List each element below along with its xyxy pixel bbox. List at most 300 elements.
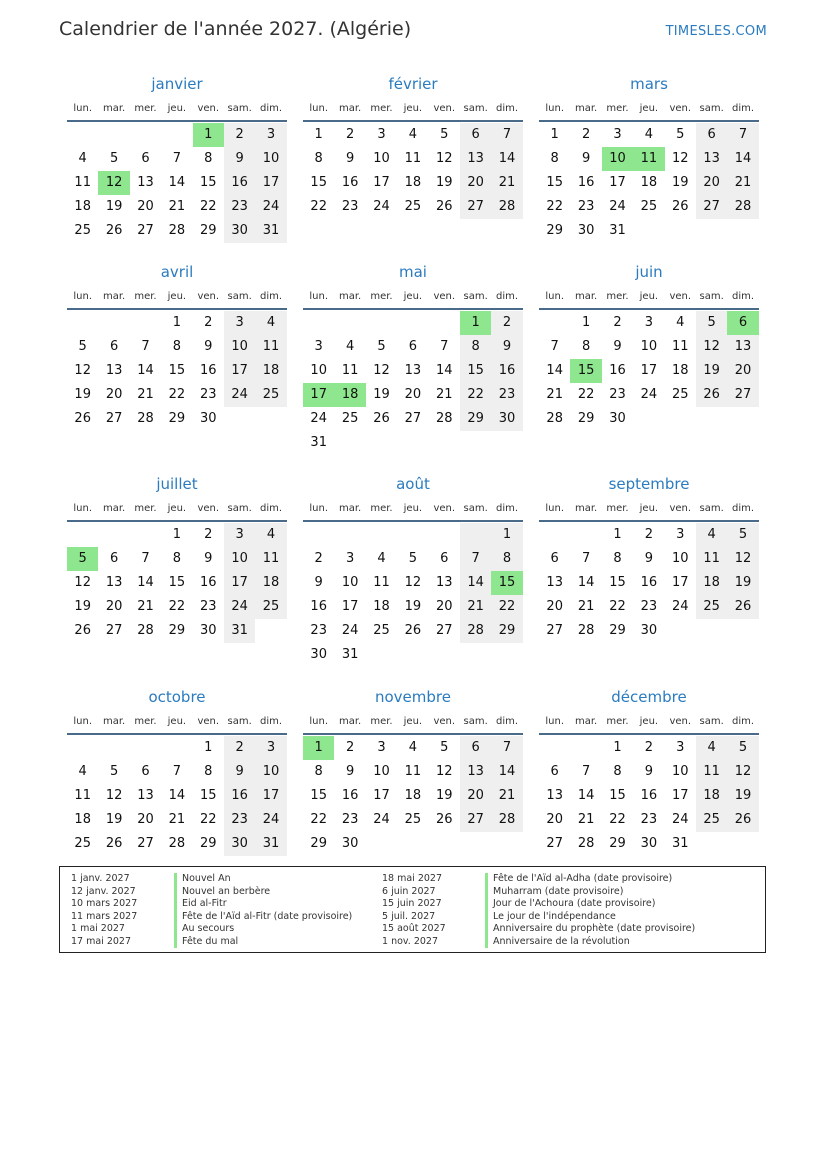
day-cell[interactable]: 5 <box>676 127 685 142</box>
day-cell[interactable]: 28 <box>577 836 595 851</box>
day-cell[interactable]: 20 <box>435 599 453 614</box>
day-cell[interactable]: 26 <box>671 199 689 214</box>
day-cell[interactable]: 8 <box>314 151 323 166</box>
day-cell[interactable]: 22 <box>310 812 327 827</box>
day-cell[interactable]: 15 <box>609 575 626 590</box>
day-cell[interactable]: 19 <box>373 387 390 402</box>
day-cell[interactable]: 26 <box>404 623 422 638</box>
day-cell[interactable]: 10 <box>602 147 633 171</box>
day-cell[interactable]: 10 <box>640 339 658 354</box>
day-cell[interactable]: 11 <box>255 335 286 359</box>
day-cell[interactable]: 17 <box>341 599 359 614</box>
day-cell[interactable]: 25 <box>255 595 286 619</box>
day-cell[interactable]: 24 <box>640 387 658 402</box>
day-cell[interactable]: 13 <box>435 575 453 590</box>
day-cell[interactable]: 29 <box>546 223 563 238</box>
day-cell[interactable]: 23 <box>224 195 255 219</box>
day-cell[interactable]: 23 <box>640 812 658 827</box>
day-cell[interactable]: 18 <box>255 571 286 595</box>
day-cell[interactable]: 31 <box>255 832 286 856</box>
day-cell[interactable]: 8 <box>204 151 213 166</box>
day-cell[interactable]: 7 <box>581 551 591 566</box>
day-cell[interactable]: 21 <box>460 595 491 619</box>
day-cell[interactable]: 2 <box>224 123 255 147</box>
day-cell[interactable]: 27 <box>137 223 154 238</box>
day-cell[interactable]: 5 <box>440 740 449 755</box>
day-cell[interactable]: 15 <box>168 575 186 590</box>
day-cell[interactable]: 17 <box>671 575 689 590</box>
day-cell[interactable]: 21 <box>727 171 758 195</box>
day-cell[interactable]: 3 <box>255 736 286 760</box>
day-cell[interactable]: 7 <box>581 764 591 779</box>
day-cell[interactable]: 18 <box>373 599 390 614</box>
day-cell[interactable]: 8 <box>204 764 213 779</box>
day-cell[interactable]: 19 <box>105 812 123 827</box>
day-cell[interactable]: 6 <box>460 123 491 147</box>
day-cell[interactable]: 18 <box>255 359 286 383</box>
day-cell[interactable]: 15 <box>310 175 327 190</box>
day-cell[interactable]: 27 <box>727 383 758 407</box>
day-cell[interactable]: 11 <box>404 151 422 166</box>
day-cell[interactable]: 21 <box>435 387 453 402</box>
day-cell[interactable]: 7 <box>440 339 449 354</box>
day-cell[interactable]: 30 <box>640 836 658 851</box>
day-cell[interactable]: 3 <box>377 740 386 755</box>
day-cell[interactable]: 23 <box>577 199 595 214</box>
day-cell[interactable]: 4 <box>255 523 286 547</box>
day-cell[interactable]: 14 <box>577 575 595 590</box>
day-cell[interactable]: 25 <box>696 808 727 832</box>
day-cell[interactable]: 6 <box>550 551 559 566</box>
day-cell[interactable]: 28 <box>168 223 186 238</box>
day-cell[interactable]: 15 <box>199 788 217 803</box>
day-cell[interactable]: 22 <box>168 387 186 402</box>
day-cell[interactable]: 3 <box>676 740 685 755</box>
day-cell[interactable]: 15 <box>199 175 217 190</box>
day-cell[interactable]: 20 <box>137 199 154 214</box>
day-cell[interactable]: 21 <box>491 171 522 195</box>
day-cell[interactable]: 28 <box>168 836 186 851</box>
day-cell[interactable]: 11 <box>74 175 91 190</box>
day-cell[interactable]: 10 <box>671 551 689 566</box>
day-cell[interactable]: 18 <box>404 175 422 190</box>
day-cell[interactable]: 23 <box>341 199 359 214</box>
day-cell[interactable]: 20 <box>727 359 758 383</box>
day-cell[interactable]: 27 <box>460 808 491 832</box>
day-cell[interactable]: 18 <box>74 812 91 827</box>
day-cell[interactable]: 4 <box>408 127 417 142</box>
day-cell[interactable]: 27 <box>105 411 123 426</box>
day-cell[interactable]: 26 <box>727 808 758 832</box>
day-cell[interactable]: 5 <box>696 311 727 335</box>
day-cell[interactable]: 19 <box>435 788 453 803</box>
day-cell[interactable]: 24 <box>224 595 255 619</box>
day-cell[interactable]: 13 <box>105 575 123 590</box>
day-cell[interactable]: 11 <box>255 547 286 571</box>
day-cell[interactable]: 28 <box>435 411 453 426</box>
day-cell[interactable]: 16 <box>341 788 359 803</box>
day-cell[interactable]: 5 <box>727 736 758 760</box>
day-cell[interactable]: 25 <box>404 199 422 214</box>
day-cell[interactable]: 29 <box>310 836 327 851</box>
day-cell[interactable]: 14 <box>727 147 758 171</box>
day-cell[interactable]: 22 <box>577 387 595 402</box>
day-cell[interactable]: 26 <box>74 411 91 426</box>
day-cell[interactable]: 6 <box>550 764 559 779</box>
day-cell[interactable]: 4 <box>676 315 685 330</box>
day-cell[interactable]: 18 <box>671 363 689 378</box>
day-cell[interactable]: 6 <box>109 339 119 354</box>
day-cell[interactable]: 12 <box>435 764 453 779</box>
day-cell[interactable]: 4 <box>696 736 727 760</box>
day-cell[interactable]: 9 <box>345 764 355 779</box>
day-cell[interactable]: 6 <box>460 736 491 760</box>
day-cell[interactable]: 12 <box>373 363 390 378</box>
day-cell[interactable]: 12 <box>671 151 689 166</box>
day-cell[interactable]: 23 <box>224 808 255 832</box>
day-cell[interactable]: 21 <box>137 387 154 402</box>
day-cell[interactable]: 20 <box>105 387 123 402</box>
day-cell[interactable]: 8 <box>491 547 522 571</box>
day-cell[interactable]: 28 <box>727 195 758 219</box>
day-cell[interactable]: 3 <box>644 315 653 330</box>
day-cell[interactable]: 29 <box>168 411 186 426</box>
day-cell[interactable]: 5 <box>109 764 119 779</box>
day-cell[interactable]: 3 <box>224 311 255 335</box>
day-cell[interactable]: 1 <box>550 127 559 142</box>
day-cell[interactable]: 30 <box>341 836 359 851</box>
day-cell[interactable]: 5 <box>67 547 98 571</box>
day-cell[interactable]: 2 <box>581 127 591 142</box>
day-cell[interactable]: 29 <box>609 623 626 638</box>
day-cell[interactable]: 14 <box>137 363 154 378</box>
day-cell[interactable]: 27 <box>546 623 563 638</box>
day-cell[interactable]: 21 <box>137 599 154 614</box>
day-cell[interactable]: 16 <box>224 784 255 808</box>
day-cell[interactable]: 10 <box>373 764 390 779</box>
day-cell[interactable]: 5 <box>377 339 386 354</box>
day-cell[interactable]: 25 <box>640 199 658 214</box>
day-cell[interactable]: 9 <box>644 764 653 779</box>
day-cell[interactable]: 11 <box>373 575 390 590</box>
day-cell[interactable]: 2 <box>314 551 323 566</box>
day-cell[interactable]: 15 <box>546 175 563 190</box>
day-cell[interactable]: 23 <box>199 599 217 614</box>
day-cell[interactable]: 7 <box>141 339 150 354</box>
day-cell[interactable]: 22 <box>460 383 491 407</box>
day-cell[interactable]: 9 <box>581 151 591 166</box>
day-cell[interactable]: 25 <box>373 623 390 638</box>
day-cell[interactable]: 17 <box>373 788 390 803</box>
day-cell[interactable]: 20 <box>696 171 727 195</box>
day-cell[interactable]: 27 <box>460 195 491 219</box>
day-cell[interactable]: 7 <box>727 123 758 147</box>
day-cell[interactable]: 16 <box>224 171 255 195</box>
day-cell[interactable]: 4 <box>408 740 417 755</box>
day-cell[interactable]: 2 <box>204 315 213 330</box>
day-cell[interactable]: 10 <box>224 335 255 359</box>
day-cell[interactable]: 1 <box>491 523 522 547</box>
day-cell[interactable]: 30 <box>310 647 327 662</box>
day-cell[interactable]: 12 <box>696 335 727 359</box>
day-cell[interactable]: 3 <box>224 523 255 547</box>
day-cell[interactable]: 5 <box>408 551 417 566</box>
day-cell[interactable]: 11 <box>74 788 91 803</box>
day-cell[interactable]: 2 <box>224 736 255 760</box>
day-cell[interactable]: 17 <box>224 359 255 383</box>
day-cell[interactable]: 2 <box>644 527 653 542</box>
day-cell[interactable]: 24 <box>609 199 626 214</box>
day-cell[interactable]: 10 <box>255 147 286 171</box>
day-cell[interactable]: 9 <box>314 575 323 590</box>
day-cell[interactable]: 20 <box>460 171 491 195</box>
day-cell[interactable]: 31 <box>224 619 255 643</box>
day-cell[interactable]: 8 <box>172 551 181 566</box>
day-cell[interactable]: 13 <box>696 147 727 171</box>
day-cell[interactable]: 31 <box>255 219 286 243</box>
day-cell[interactable]: 1 <box>172 315 181 330</box>
day-cell[interactable]: 9 <box>345 151 355 166</box>
day-cell[interactable]: 22 <box>546 199 563 214</box>
day-cell[interactable]: 8 <box>172 339 181 354</box>
day-cell[interactable]: 17 <box>255 784 286 808</box>
day-cell[interactable]: 30 <box>199 623 217 638</box>
day-cell[interactable]: 15 <box>609 788 626 803</box>
day-cell[interactable]: 4 <box>78 764 87 779</box>
day-cell[interactable]: 19 <box>671 175 689 190</box>
day-cell[interactable]: 23 <box>341 812 359 827</box>
day-cell[interactable]: 14 <box>577 788 595 803</box>
day-cell[interactable]: 3 <box>255 123 286 147</box>
day-cell[interactable]: 15 <box>460 359 491 383</box>
day-cell[interactable]: 23 <box>199 387 217 402</box>
day-cell[interactable]: 13 <box>460 147 491 171</box>
day-cell[interactable]: 23 <box>491 383 522 407</box>
day-cell[interactable]: 13 <box>460 760 491 784</box>
day-cell[interactable]: 17 <box>224 571 255 595</box>
day-cell[interactable]: 11 <box>696 547 727 571</box>
day-cell[interactable]: 24 <box>671 812 689 827</box>
day-cell[interactable]: 28 <box>137 411 154 426</box>
day-cell[interactable]: 29 <box>199 223 217 238</box>
day-cell[interactable]: 24 <box>373 812 390 827</box>
day-cell[interactable]: 19 <box>727 784 758 808</box>
day-cell[interactable]: 10 <box>373 151 390 166</box>
day-cell[interactable]: 1 <box>314 127 323 142</box>
day-cell[interactable]: 12 <box>74 575 91 590</box>
day-cell[interactable]: 20 <box>546 599 563 614</box>
day-cell[interactable]: 5 <box>78 339 87 354</box>
day-cell[interactable]: 9 <box>491 335 522 359</box>
day-cell[interactable]: 29 <box>168 623 186 638</box>
day-cell[interactable]: 2 <box>491 311 522 335</box>
day-cell[interactable]: 19 <box>727 571 758 595</box>
day-cell[interactable]: 25 <box>255 383 286 407</box>
day-cell[interactable]: 25 <box>696 595 727 619</box>
day-cell[interactable]: 2 <box>644 740 653 755</box>
day-cell[interactable]: 12 <box>98 171 129 195</box>
day-cell[interactable]: 16 <box>341 175 359 190</box>
day-cell[interactable]: 22 <box>199 199 217 214</box>
day-cell[interactable]: 8 <box>314 764 323 779</box>
day-cell[interactable]: 31 <box>341 647 359 662</box>
day-cell[interactable]: 18 <box>696 571 727 595</box>
day-cell[interactable]: 6 <box>109 551 119 566</box>
day-cell[interactable]: 23 <box>609 387 626 402</box>
day-cell[interactable]: 10 <box>341 575 359 590</box>
day-cell[interactable]: 28 <box>460 619 491 643</box>
day-cell[interactable]: 18 <box>640 175 658 190</box>
day-cell[interactable]: 12 <box>435 151 453 166</box>
day-cell[interactable]: 1 <box>303 736 334 760</box>
day-cell[interactable]: 21 <box>577 599 595 614</box>
day-cell[interactable]: 6 <box>696 123 727 147</box>
day-cell[interactable]: 2 <box>345 740 355 755</box>
day-cell[interactable]: 31 <box>671 836 689 851</box>
day-cell[interactable]: 2 <box>204 527 213 542</box>
day-cell[interactable]: 20 <box>546 812 563 827</box>
day-cell[interactable]: 27 <box>105 623 123 638</box>
day-cell[interactable]: 13 <box>727 335 758 359</box>
day-cell[interactable]: 4 <box>644 127 653 142</box>
day-cell[interactable]: 9 <box>613 339 622 354</box>
day-cell[interactable]: 26 <box>435 812 453 827</box>
day-cell[interactable]: 24 <box>341 623 359 638</box>
day-cell[interactable]: 1 <box>613 527 622 542</box>
day-cell[interactable]: 5 <box>440 127 449 142</box>
day-cell[interactable]: 17 <box>609 175 626 190</box>
day-cell[interactable]: 15 <box>168 363 186 378</box>
day-cell[interactable]: 22 <box>609 812 626 827</box>
day-cell[interactable]: 10 <box>310 363 327 378</box>
day-cell[interactable]: 30 <box>491 407 522 431</box>
day-cell[interactable]: 17 <box>373 175 390 190</box>
day-cell[interactable]: 4 <box>345 339 355 354</box>
day-cell[interactable]: 13 <box>404 363 422 378</box>
day-cell[interactable]: 27 <box>435 623 453 638</box>
day-cell[interactable]: 26 <box>727 595 758 619</box>
day-cell[interactable]: 28 <box>491 195 522 219</box>
day-cell[interactable]: 11 <box>404 764 422 779</box>
day-cell[interactable]: 11 <box>341 363 359 378</box>
day-cell[interactable]: 22 <box>168 599 186 614</box>
day-cell[interactable]: 12 <box>727 760 758 784</box>
day-cell[interactable]: 20 <box>404 387 422 402</box>
day-cell[interactable]: 22 <box>199 812 217 827</box>
day-cell[interactable]: 30 <box>224 832 255 856</box>
day-cell[interactable]: 1 <box>172 527 181 542</box>
day-cell[interactable]: 7 <box>172 764 181 779</box>
day-cell[interactable]: 4 <box>377 551 386 566</box>
day-cell[interactable]: 14 <box>168 175 186 190</box>
day-cell[interactable]: 26 <box>435 199 453 214</box>
day-cell[interactable]: 24 <box>373 199 390 214</box>
day-cell[interactable]: 29 <box>460 407 491 431</box>
day-cell[interactable]: 19 <box>696 359 727 383</box>
day-cell[interactable]: 13 <box>137 788 154 803</box>
day-cell[interactable]: 15 <box>491 571 522 595</box>
day-cell[interactable]: 11 <box>671 339 689 354</box>
day-cell[interactable]: 25 <box>671 387 689 402</box>
brand-link[interactable]: TIMESLES.COM <box>665 24 767 39</box>
day-cell[interactable]: 17 <box>671 788 689 803</box>
day-cell[interactable]: 16 <box>577 175 595 190</box>
day-cell[interactable]: 20 <box>460 784 491 808</box>
day-cell[interactable]: 24 <box>310 411 327 426</box>
day-cell[interactable]: 6 <box>141 764 150 779</box>
day-cell[interactable]: 30 <box>224 219 255 243</box>
day-cell[interactable]: 29 <box>609 836 626 851</box>
day-cell[interactable]: 14 <box>546 363 563 378</box>
day-cell[interactable]: 29 <box>199 836 217 851</box>
day-cell[interactable]: 18 <box>334 383 365 407</box>
day-cell[interactable]: 11 <box>633 147 664 171</box>
day-cell[interactable]: 20 <box>105 599 123 614</box>
day-cell[interactable]: 25 <box>74 836 91 851</box>
day-cell[interactable]: 7 <box>172 151 181 166</box>
day-cell[interactable]: 7 <box>550 339 559 354</box>
day-cell[interactable]: 9 <box>644 551 653 566</box>
day-cell[interactable]: 5 <box>109 151 119 166</box>
day-cell[interactable]: 3 <box>613 127 622 142</box>
day-cell[interactable]: 29 <box>491 619 522 643</box>
day-cell[interactable]: 14 <box>460 571 491 595</box>
day-cell[interactable]: 8 <box>550 151 559 166</box>
day-cell[interactable]: 19 <box>404 599 422 614</box>
day-cell[interactable]: 2 <box>613 315 622 330</box>
day-cell[interactable]: 25 <box>341 411 359 426</box>
day-cell[interactable]: 24 <box>671 599 689 614</box>
day-cell[interactable]: 30 <box>640 623 658 638</box>
day-cell[interactable]: 30 <box>199 411 217 426</box>
day-cell[interactable]: 26 <box>74 623 91 638</box>
day-cell[interactable]: 9 <box>204 339 213 354</box>
day-cell[interactable]: 14 <box>435 363 453 378</box>
day-cell[interactable]: 12 <box>105 788 123 803</box>
day-cell[interactable]: 3 <box>676 527 685 542</box>
day-cell[interactable]: 8 <box>613 764 622 779</box>
day-cell[interactable]: 1 <box>460 311 491 335</box>
day-cell[interactable]: 21 <box>577 812 595 827</box>
day-cell[interactable]: 25 <box>74 223 91 238</box>
day-cell[interactable]: 10 <box>255 760 286 784</box>
day-cell[interactable]: 3 <box>377 127 386 142</box>
day-cell[interactable]: 27 <box>404 411 422 426</box>
day-cell[interactable]: 10 <box>224 547 255 571</box>
day-cell[interactable]: 21 <box>168 199 186 214</box>
day-cell[interactable]: 26 <box>373 411 390 426</box>
day-cell[interactable]: 2 <box>345 127 355 142</box>
day-cell[interactable]: 21 <box>546 387 563 402</box>
day-cell[interactable]: 19 <box>435 175 453 190</box>
day-cell[interactable]: 14 <box>491 147 522 171</box>
day-cell[interactable]: 5 <box>727 523 758 547</box>
day-cell[interactable]: 24 <box>224 383 255 407</box>
day-cell[interactable]: 27 <box>696 195 727 219</box>
day-cell[interactable]: 18 <box>696 784 727 808</box>
day-cell[interactable]: 13 <box>546 788 563 803</box>
day-cell[interactable]: 14 <box>168 788 186 803</box>
day-cell[interactable]: 1 <box>581 315 591 330</box>
day-cell[interactable]: 20 <box>137 812 154 827</box>
day-cell[interactable]: 7 <box>460 547 491 571</box>
day-cell[interactable]: 31 <box>310 435 327 450</box>
day-cell[interactable]: 30 <box>577 223 595 238</box>
day-cell[interactable]: 12 <box>727 547 758 571</box>
day-cell[interactable]: 3 <box>345 551 355 566</box>
day-cell[interactable]: 25 <box>404 812 422 827</box>
day-cell[interactable]: 17 <box>255 171 286 195</box>
